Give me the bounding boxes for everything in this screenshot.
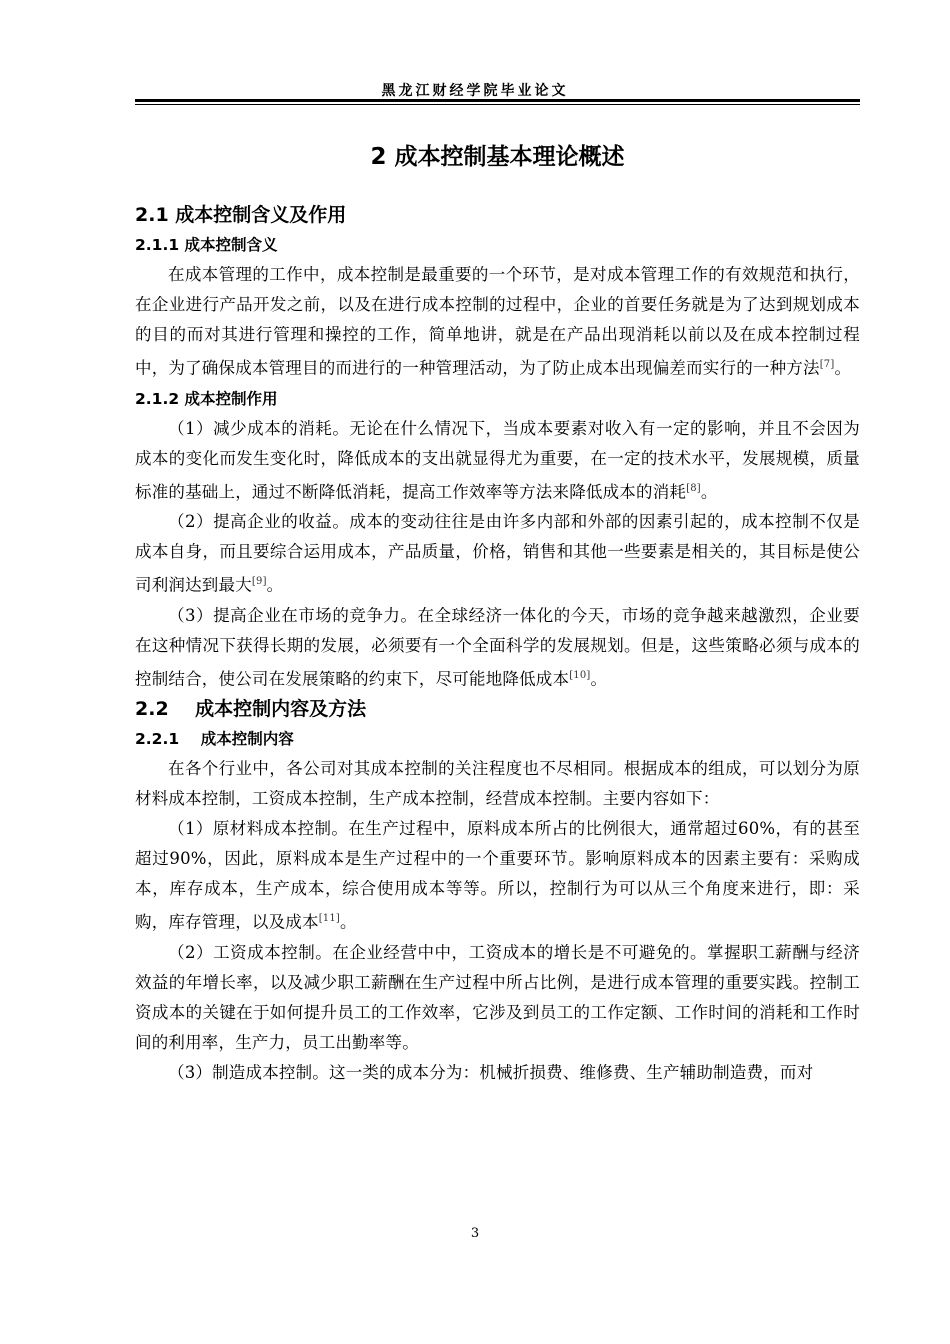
paragraph-end: 。 (700, 482, 718, 501)
header-rule-thin (135, 104, 860, 105)
paragraph-end: 。 (834, 358, 852, 378)
section-heading-2-1-2: 2.1.2 成本控制作用 (135, 389, 278, 408)
paragraph-text: 在各个行业中，各公司对其成本控制的关注程度也不尽相同。根据成本的组成，可以划分为原材料成本控制，工资成本控制，生产成本控制，经营成本控制。主要内容如下： (135, 759, 860, 808)
paragraph-text: 在成本管理的工作中，成本控制是最重要的一个环节，是对成本管理工作的有效规范和执行，在企业进行产品开发之前，以及在进行成本控制的过程中，企业的首要任务就是为了达到规划成本的目的而对其进行管理和操控的工作，简单地讲，就是在产品出现消耗以前以及在成本控制过程中，为了确保成本管理目的而进行的一种管理活动，为了防止成本出现偏差而实行的一种方法 (135, 265, 860, 378)
paragraph-text: （2）工资成本控制。在企业经营中中，工资成本的增长是不可避免的。掌握职工薪酬与经济效益的年增长率，以及减少职工薪酬在生产过程中所占比例，是进行成本管理的重要实践。控制工资成本的关键在于如何提升员工的工作效率，它涉及到员工的工作定额、工作时间的消耗和工作时间的利用率，生产力，员工出勤率等。 (135, 942, 860, 1052)
paragraph-text: （1）原材料成本控制。在生产过程中，原料成本所占的比例很大，通常超过60%，有的甚至超过90%，因此，原料成本是生产过程中的一个重要环节。影响原料成本的因素主要有：采购成本，库存成本，生产成本，综合使用成本等等。所以，控制行为可以从三个角度来进行，即：采购，库存管理，以及成本 (135, 819, 860, 932)
citation: [9] (251, 576, 267, 587)
paragraph-text: （3）提高企业在市场的竞争力。在全球经济一体化的今天，市场的竞争越来越激烈，企业要在这种情况下获得长期的发展，必须要有一个全面科学的发展规划。但是，这些策略必须与成本的控制结合，使公司在发展策略的约束下，尽可能地降低成本 (135, 605, 860, 688)
citation: [8] (686, 482, 701, 494)
paragraph (135, 938, 860, 1058)
paragraph (135, 414, 860, 508)
page-number: 3 (470, 1226, 480, 1241)
section-heading-2-2: 2.2 成本控制内容及方法 (135, 698, 367, 720)
section-heading-2-1: 2.1 成本控制含义及作用 (135, 204, 347, 226)
paragraph-end: 。 (590, 669, 608, 688)
paragraph-end: 。 (266, 575, 284, 595)
page-body (135, 140, 860, 1088)
paragraph (135, 754, 860, 814)
paragraph (135, 601, 860, 695)
citation: [10] (569, 669, 591, 681)
chapter-title: 2 成本控制基本理论概述 (370, 144, 625, 170)
paragraph-end: 。 (340, 912, 357, 932)
paragraph (135, 814, 860, 938)
running-header: 黑龙江财经学院毕业论文 (381, 83, 569, 99)
paragraph-text: （3）制造成本控制。这一类的成本分为：机械折损费、维修费、生产辅助制造费，而对 (168, 1062, 814, 1082)
paragraph-text: （1）减少成本的消耗。无论在什么情况下，当成本要素对收入有一定的影响，并且不会因为成本的变化而发生变化时，降低成本的支出就显得尤为重要，在一定的技术水平，发展规模，质量标准的基础上，通过不断降低消耗，提高工作效率等方法来降低成本的消耗 (135, 418, 860, 501)
header-rule-thick (135, 99, 860, 102)
paragraph (135, 1058, 860, 1088)
citation: [7] (819, 359, 835, 370)
paragraph (135, 260, 860, 384)
section-heading-2-1-1: 2.1.1 成本控制含义 (135, 236, 278, 254)
citation: [11] (318, 913, 341, 924)
section-heading-2-2-1: 2.2.1 成本控制内容 (135, 730, 294, 748)
paragraph-text: （2）提高企业的收益。成本的变动往往是由许多内部和外部的因素引起的，成本控制不仅是成本自身，而且要综合运用成本，产品质量，价格，销售和其他一些要素是相关的，其目标是使公司利润达到最大 (135, 512, 860, 595)
paragraph (135, 507, 860, 601)
